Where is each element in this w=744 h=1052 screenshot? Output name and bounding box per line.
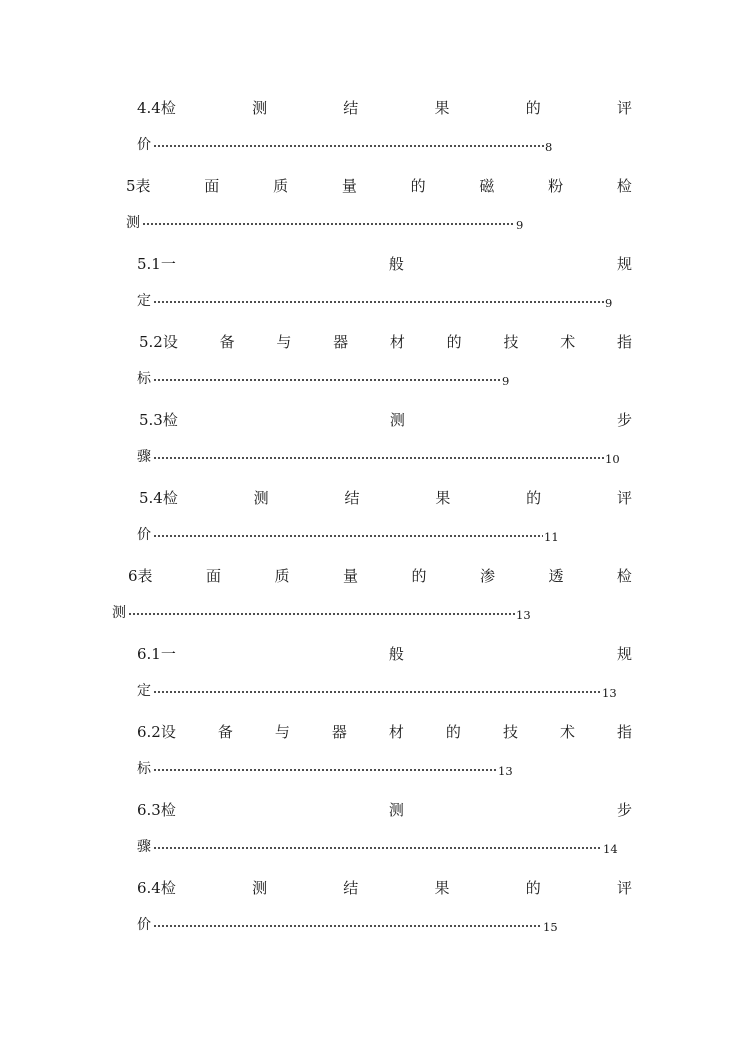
toc-entry-6-4[interactable] bbox=[0, 875, 744, 955]
toc-title-token: 面 bbox=[206, 566, 222, 585]
toc-entry-leader-line bbox=[137, 679, 618, 701]
toc-title-token: 果 bbox=[435, 488, 451, 507]
toc-entry-leader-line bbox=[137, 133, 553, 155]
toc-title-token: 的 bbox=[411, 566, 427, 585]
toc-title-continuation: 定 bbox=[137, 683, 151, 699]
toc-title-continuation: 定 bbox=[137, 293, 151, 309]
toc-title-token: 材 bbox=[388, 722, 404, 741]
toc-title-token: 6.2设 bbox=[137, 722, 176, 741]
toc-title-token: 测 bbox=[388, 800, 404, 819]
toc-title-token: 透 bbox=[548, 566, 564, 585]
page-number: 9 bbox=[516, 218, 524, 232]
toc-entry-title bbox=[139, 485, 632, 509]
toc-title-token: 检 bbox=[616, 566, 632, 585]
toc-title-token: 质 bbox=[274, 566, 290, 585]
dot-leader bbox=[128, 613, 515, 615]
toc-title-token: 步 bbox=[616, 410, 632, 429]
toc-title-token: 的 bbox=[525, 98, 541, 117]
toc-entry-5-2[interactable] bbox=[0, 329, 744, 409]
dot-leader bbox=[153, 301, 604, 303]
toc-entry-title bbox=[126, 173, 632, 197]
page-number: 9 bbox=[605, 296, 613, 310]
toc-title-token: 指 bbox=[616, 332, 632, 351]
toc-title-continuation: 标 bbox=[137, 761, 151, 777]
toc-title-token: 器 bbox=[333, 332, 349, 351]
toc-title-token: 器 bbox=[331, 722, 347, 741]
toc-title-token: 指 bbox=[616, 722, 632, 741]
toc-title-token: 磁 bbox=[479, 176, 495, 195]
dot-leader bbox=[153, 769, 497, 771]
toc-title-token: 测 bbox=[389, 410, 405, 429]
toc-title-token: 的 bbox=[526, 488, 542, 507]
toc-entry-leader-line bbox=[137, 913, 559, 935]
toc-entry-title bbox=[137, 95, 632, 119]
toc-title-token: 的 bbox=[445, 722, 461, 741]
toc-entry-title bbox=[137, 719, 632, 743]
toc-entry-title bbox=[137, 251, 632, 275]
toc-title-continuation: 价 bbox=[137, 527, 151, 543]
toc-title-token: 果 bbox=[434, 98, 450, 117]
toc-entry-5-3[interactable] bbox=[0, 407, 744, 487]
toc-entry-leader-line bbox=[137, 757, 514, 779]
toc-title-token: 评 bbox=[616, 878, 632, 897]
toc-title-token: 测 bbox=[252, 98, 268, 117]
toc-title-token: 的 bbox=[446, 332, 462, 351]
toc-title-continuation: 测 bbox=[126, 215, 140, 231]
toc-title-token: 般 bbox=[388, 644, 404, 663]
toc-title-continuation: 价 bbox=[137, 137, 151, 153]
toc-title-token: 面 bbox=[204, 176, 220, 195]
toc-title-token: 4.4检 bbox=[137, 98, 176, 117]
toc-title-token: 量 bbox=[341, 176, 357, 195]
toc-entry-leader-line bbox=[137, 445, 621, 467]
toc-title-token: 备 bbox=[217, 722, 233, 741]
toc-title-continuation: 骤 bbox=[137, 449, 151, 465]
toc-title-continuation: 价 bbox=[137, 917, 151, 933]
page-number: 13 bbox=[516, 608, 531, 622]
toc-title-token: 量 bbox=[342, 566, 358, 585]
toc-title-token: 5.2设 bbox=[139, 332, 178, 351]
page-number: 14 bbox=[603, 842, 618, 856]
toc-entry-leader-line bbox=[112, 601, 532, 623]
toc-entry-leader-line bbox=[137, 367, 510, 389]
toc-entry-title bbox=[137, 797, 632, 821]
toc-entry-leader-line bbox=[137, 523, 560, 545]
toc-entry-title bbox=[139, 407, 632, 431]
toc-title-token: 技 bbox=[503, 332, 519, 351]
toc-title-token: 规 bbox=[616, 644, 632, 663]
toc-title-token: 与 bbox=[274, 722, 290, 741]
toc-title-token: 测 bbox=[253, 488, 269, 507]
toc-title-token: 渗 bbox=[479, 566, 495, 585]
toc-title-token: 5.3检 bbox=[139, 410, 178, 429]
toc-entry-title bbox=[128, 563, 632, 587]
toc-entry-title bbox=[137, 875, 632, 899]
toc-title-token: 与 bbox=[276, 332, 292, 351]
toc-entry-title bbox=[137, 641, 632, 665]
toc-title-token: 6表 bbox=[128, 566, 153, 585]
toc-entry-6-3[interactable] bbox=[0, 797, 744, 877]
dot-leader bbox=[153, 379, 501, 381]
toc-title-token: 的 bbox=[410, 176, 426, 195]
page-number: 11 bbox=[544, 530, 559, 544]
toc-entry-leader-line bbox=[137, 835, 619, 857]
toc-entry-leader-line bbox=[126, 211, 524, 233]
toc-title-token: 6.3检 bbox=[137, 800, 176, 819]
toc-title-token: 评 bbox=[616, 488, 632, 507]
toc-title-token: 材 bbox=[389, 332, 405, 351]
dot-leader bbox=[153, 457, 604, 459]
toc-title-token: 果 bbox=[434, 878, 450, 897]
toc-title-token: 检 bbox=[616, 176, 632, 195]
dot-leader bbox=[153, 145, 544, 147]
toc-entry-4-4[interactable] bbox=[0, 95, 744, 175]
page-number: 8 bbox=[545, 140, 553, 154]
toc-title-token: 步 bbox=[616, 800, 632, 819]
toc-title-token: 5表 bbox=[126, 176, 151, 195]
toc-entry-6-1[interactable] bbox=[0, 641, 744, 721]
toc-title-token: 般 bbox=[388, 254, 404, 273]
toc-entry-6[interactable] bbox=[0, 563, 744, 643]
toc-title-token: 5.4检 bbox=[139, 488, 178, 507]
toc-title-token: 规 bbox=[616, 254, 632, 273]
toc-entry-title bbox=[139, 329, 632, 353]
toc-entry-leader-line bbox=[137, 289, 613, 311]
toc-title-token: 6.4检 bbox=[137, 878, 176, 897]
dot-leader bbox=[153, 847, 602, 849]
toc-title-continuation: 测 bbox=[112, 605, 126, 621]
page-number: 10 bbox=[605, 452, 620, 466]
toc-title-token: 结 bbox=[343, 98, 359, 117]
toc-title-continuation: 骤 bbox=[137, 839, 151, 855]
toc-title-token: 结 bbox=[344, 488, 360, 507]
toc-title-token: 结 bbox=[343, 878, 359, 897]
toc-title-token: 术 bbox=[560, 332, 576, 351]
dot-leader bbox=[142, 223, 515, 225]
toc-title-token: 技 bbox=[502, 722, 518, 741]
toc-title-token: 6.1一 bbox=[137, 644, 176, 663]
dot-leader bbox=[153, 691, 601, 693]
toc-title-token: 粉 bbox=[548, 176, 564, 195]
toc-entry-6-2[interactable] bbox=[0, 719, 744, 799]
toc-title-token: 术 bbox=[559, 722, 575, 741]
page-number: 13 bbox=[498, 764, 513, 778]
toc-title-token: 的 bbox=[525, 878, 541, 897]
toc-title-token: 质 bbox=[273, 176, 289, 195]
page-number: 9 bbox=[502, 374, 510, 388]
page-number: 13 bbox=[602, 686, 617, 700]
dot-leader bbox=[153, 925, 542, 927]
toc-entry-5-4[interactable] bbox=[0, 485, 744, 565]
toc-title-token: 评 bbox=[616, 98, 632, 117]
dot-leader bbox=[153, 535, 543, 537]
toc-entry-5-1[interactable] bbox=[0, 251, 744, 331]
toc-title-token: 5.1一 bbox=[137, 254, 176, 273]
page-number: 15 bbox=[543, 920, 558, 934]
toc-title-token: 备 bbox=[219, 332, 235, 351]
toc-title-continuation: 标 bbox=[137, 371, 151, 387]
toc-title-token: 测 bbox=[252, 878, 268, 897]
toc-entry-5[interactable] bbox=[0, 173, 744, 253]
